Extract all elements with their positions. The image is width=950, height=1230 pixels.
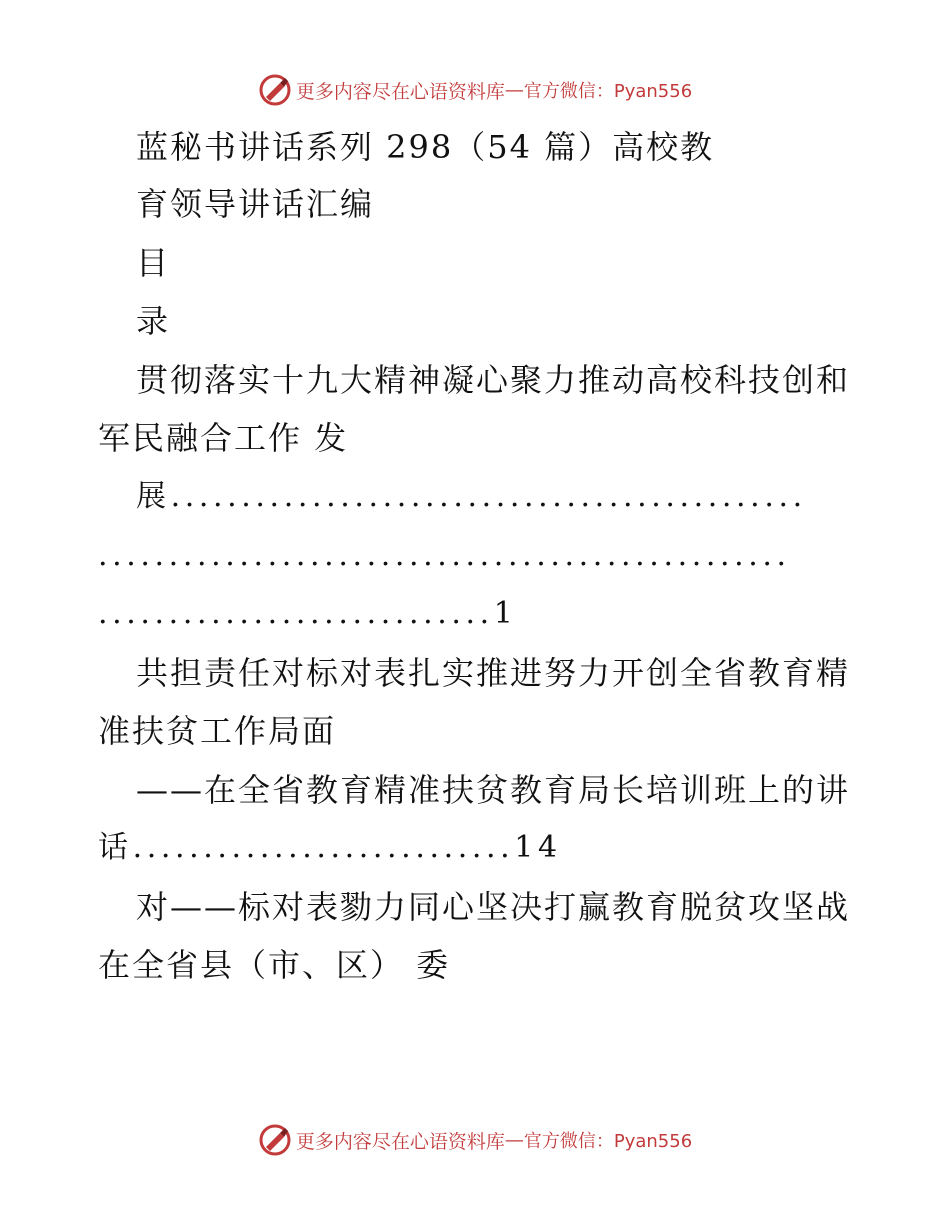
toc-entry-2-line-1: 共担责任对标对表扎实推进努力开创全省教育精 bbox=[136, 654, 851, 692]
watermark-dash: — bbox=[504, 79, 524, 101]
header-watermark bbox=[0, 70, 950, 110]
toc-entry-1-line-4: ................................................. bbox=[98, 538, 791, 573]
toc-entry-1-line-2: 军民融合工作 发 bbox=[98, 419, 349, 457]
watermark-wechat: 官方微信：Pyan556 bbox=[523, 81, 693, 102]
pen-logo-icon bbox=[258, 73, 292, 107]
watermark-brand: 更多内容尽在心语资料库 bbox=[295, 1130, 505, 1153]
footer-watermark bbox=[0, 1120, 950, 1160]
pen-logo-icon bbox=[258, 1123, 292, 1157]
watermark-brand: 更多内容尽在心语资料库 bbox=[295, 80, 505, 103]
watermark-dash: — bbox=[504, 1129, 524, 1151]
watermark-wechat: 官方微信：Pyan556 bbox=[523, 1131, 693, 1152]
toc-label-lu: 录 bbox=[136, 302, 171, 340]
toc-entry-1-line-5: ............................1 bbox=[98, 596, 518, 631]
toc-label-mu: 目 bbox=[136, 244, 171, 282]
toc-entry-2-line-3: ——在全省教育精准扶贫教育局长培训班上的讲 bbox=[136, 771, 851, 809]
toc-entry-1-line-3: 展............................................. bbox=[136, 479, 807, 514]
doc-title-line-2: 育领导讲话汇编 bbox=[136, 185, 375, 223]
toc-entry-2-line-4: 话...........................14 bbox=[98, 830, 562, 865]
doc-title-line-1: 蓝秘书讲话系列 298（54 篇）高校教 bbox=[136, 128, 715, 166]
toc-entry-3-line-2: 在全省县（市、区） 委 bbox=[98, 946, 451, 984]
toc-entry-3-line-1: 对——标对表勠力同心坚决打赢教育脱贫攻坚战 bbox=[136, 888, 851, 926]
toc-entry-1-line-1: 贯彻落实十九大精神凝心聚力推动高校科技创和 bbox=[136, 361, 851, 399]
toc-entry-2-line-2: 准扶贫工作局面 bbox=[98, 712, 337, 750]
